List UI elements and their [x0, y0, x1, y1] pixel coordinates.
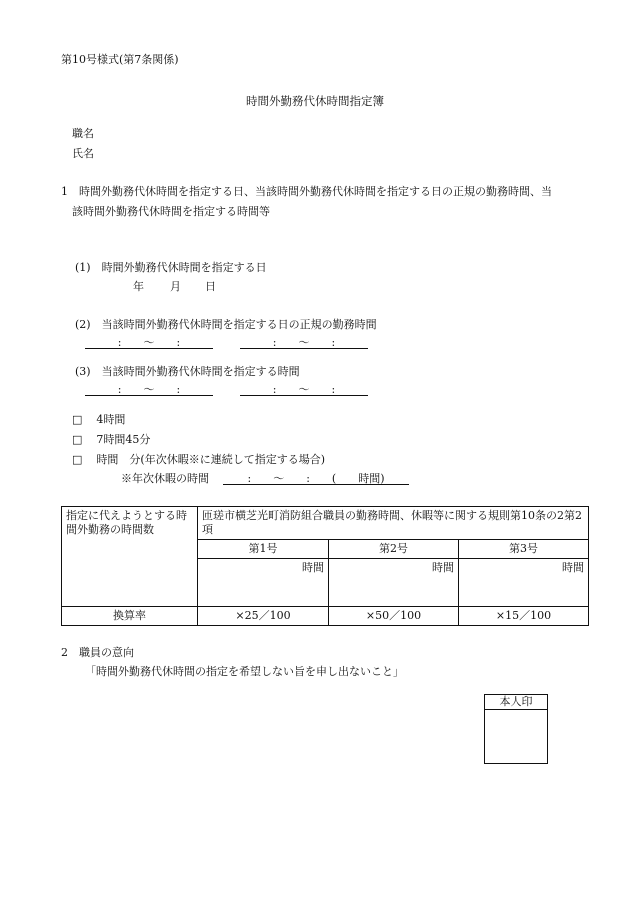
checkbox-icon: □	[72, 453, 83, 466]
rate-1: ×25／100	[198, 607, 329, 626]
option-label: 時間 分(年次休暇※に連続して指定する場合)	[96, 453, 325, 466]
range-text: : 〜 :	[85, 337, 213, 349]
regular-hours-range-1[interactable]	[85, 337, 213, 349]
annual-leave-range[interactable]: : 〜 : ( 時間)	[223, 473, 409, 485]
checkbox-4h[interactable]	[72, 414, 125, 425]
date-month: 月	[170, 280, 181, 293]
hours-input-1[interactable]	[198, 559, 329, 607]
rate-label: 換算率	[62, 607, 198, 626]
date-day: 日	[205, 280, 216, 293]
seal-label: 本人印	[485, 695, 547, 710]
annual-leave-label: ※年次休暇の時間	[121, 472, 209, 485]
unit-label: 時間	[562, 561, 585, 574]
checkbox-icon: □	[72, 413, 83, 426]
range-text: : 〜 :	[240, 384, 368, 396]
personal-seal-box[interactable]	[484, 694, 548, 764]
annual-leave-row	[121, 473, 409, 485]
checkbox-icon: □	[72, 433, 83, 446]
section1-heading-cont: 該時間外勤務代休時間を指定する時間等	[72, 205, 270, 218]
unit-label: 時間	[302, 561, 324, 574]
column-header-1: 第1号	[198, 540, 329, 559]
date-year: 年	[133, 280, 144, 293]
checkbox-custom-hours[interactable]	[72, 454, 325, 465]
designated-hours-range-2[interactable]	[240, 384, 368, 396]
section2-heading: 2 職員の意向	[61, 646, 134, 659]
rule-text: 匝瑳市横芝光町消防組合職員の勤務時間、休暇等に関する規則第10条の2第2項	[198, 507, 589, 540]
item3-label: (3) 当該時間外勤務代休時間を指定する時間	[75, 365, 300, 378]
name-label: 氏名	[72, 147, 94, 160]
column-header-3: 第3号	[459, 540, 589, 559]
section1-heading: 1 時間外勤務代休時間を指定する日、当該時間外勤務代休時間を指定する日の正規の勤務時間、当	[61, 185, 552, 198]
option-label: 7時間45分	[96, 433, 151, 446]
column-header-2: 第2号	[329, 540, 459, 559]
checkbox-7h45m[interactable]	[72, 434, 150, 445]
rate-2: ×50／100	[329, 607, 459, 626]
rate-3: ×15／100	[459, 607, 589, 626]
row-header: 指定に代えようとする時間外勤務の時間数	[62, 507, 198, 607]
hours-input-2[interactable]	[329, 559, 459, 607]
range-text: : 〜 :	[85, 384, 213, 396]
employee-statement: 「時間外勤務代休時間の指定を希望しない旨を申し出ないこと」	[85, 665, 404, 678]
page-title: 時間外勤務代休時間指定簿	[246, 94, 384, 108]
conversion-table	[61, 506, 589, 626]
hours-input-3[interactable]	[459, 559, 589, 607]
item1-label: (1) 時間外勤務代休時間を指定する日	[75, 261, 267, 274]
unit-label: 時間	[432, 561, 454, 574]
form-number: 第10号様式(第7条関係)	[61, 53, 179, 66]
position-label: 職名	[72, 127, 94, 140]
option-label: 4時間	[96, 413, 126, 426]
designated-hours-range-1[interactable]	[85, 384, 213, 396]
item2-label: (2) 当該時間外勤務代休時間を指定する日の正規の勤務時間	[75, 318, 377, 331]
regular-hours-range-2[interactable]	[240, 337, 368, 349]
range-text: : 〜 :	[240, 337, 368, 349]
